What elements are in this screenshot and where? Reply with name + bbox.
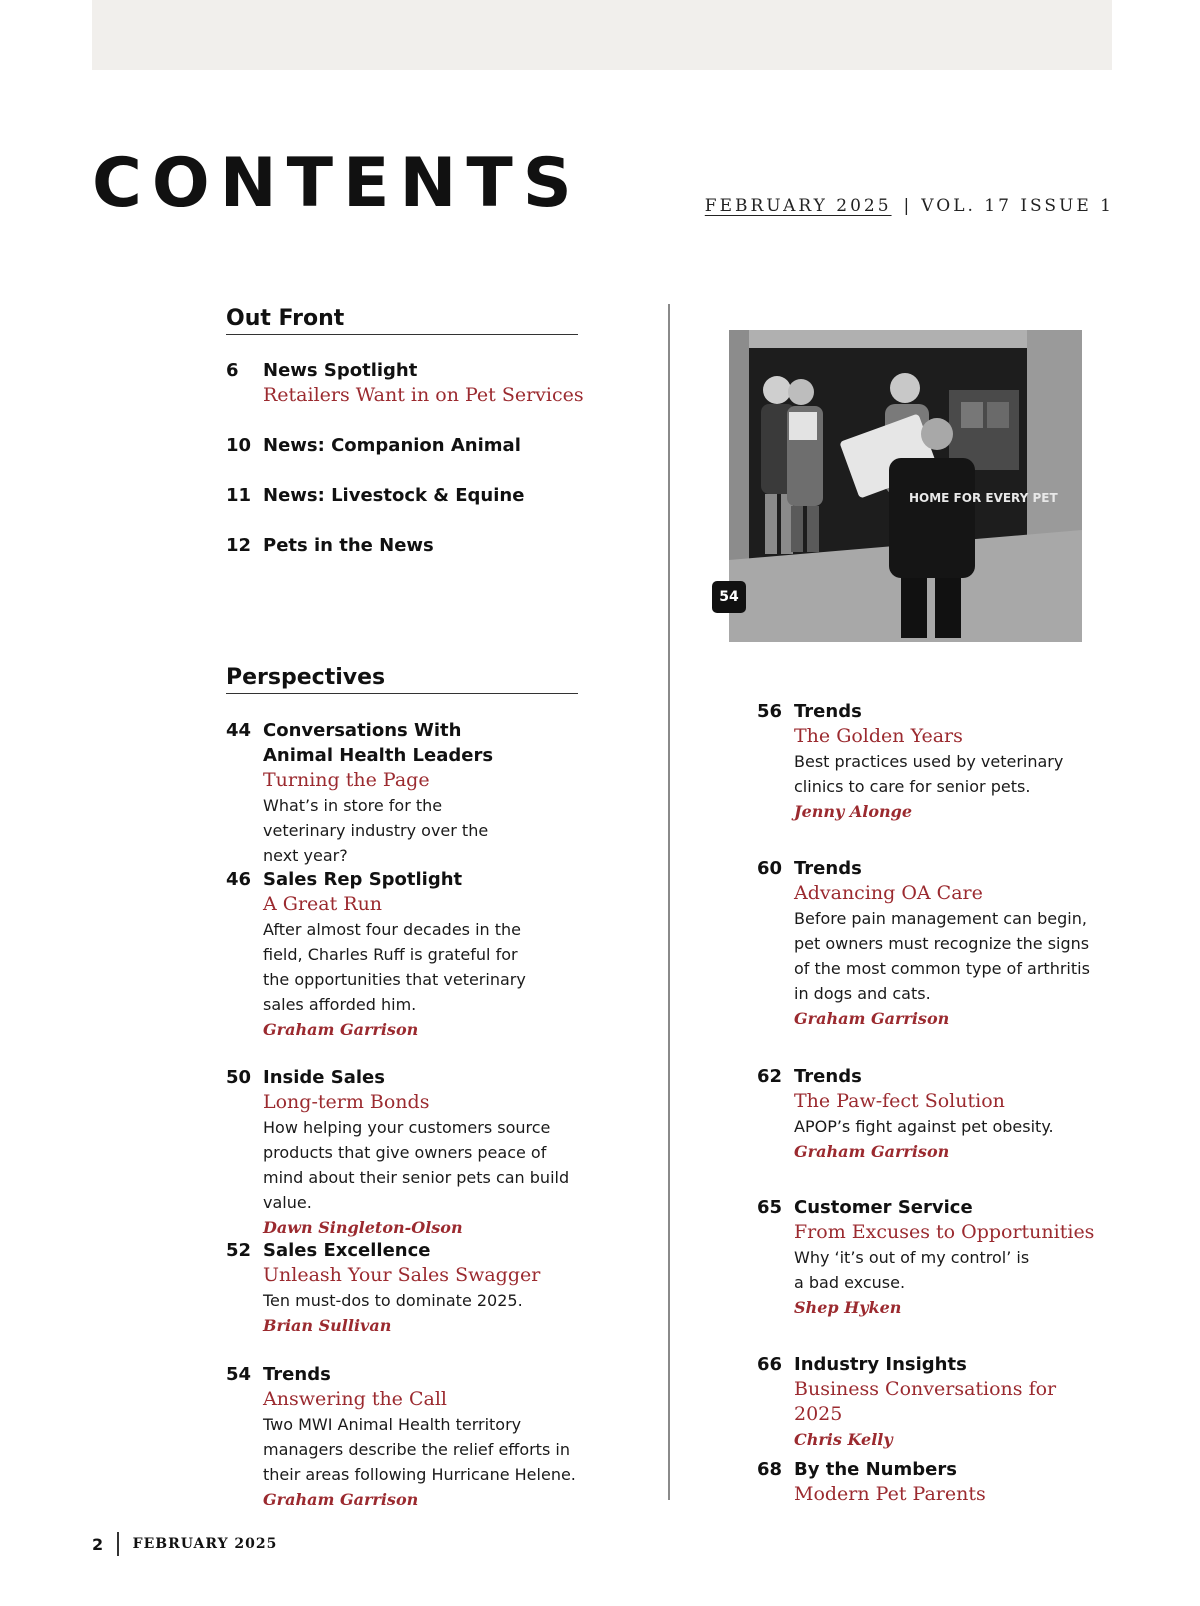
entry-description: Two MWI Animal Health territory managers describe the relief efforts in their areas following Hurricane Helene. [263,1415,576,1484]
entry-headline[interactable]: The Paw-fect Solution [794,1090,1005,1112]
toc-entry[interactable] [757,1352,1107,1452]
entry-author: Shep Hyken [794,1298,902,1317]
entry-description: Ten must-dos to dominate 2025. [263,1291,523,1310]
page-number: 56 [757,701,783,722]
entry-description: Before pain management can begin, pet owners must recognize the signs of the most common type of arthritis in dogs and cats. [794,909,1090,1003]
toc-entry[interactable] [757,1457,1107,1507]
shirt-text: HOME FOR EVERY PET [909,491,1058,505]
page-number: 66 [757,1354,783,1375]
toc-entry[interactable] [226,433,586,458]
entry-category: Customer Service [794,1197,973,1218]
toc-entry[interactable] [226,1362,586,1512]
issue-info [705,196,1114,216]
entry-headline[interactable]: Modern Pet Parents [794,1483,986,1505]
section-heading-perspectives: Perspectives [226,665,578,694]
entry-description: Best practices used by veterinary clinics to care for senior pets. [794,752,1064,796]
page-number: 52 [226,1240,252,1261]
entry-category: Sales Rep Spotlight [263,869,463,890]
toc-entry[interactable] [757,699,1107,824]
section-heading-out-front: Out Front [226,306,578,335]
entry-headline[interactable]: A Great Run [263,893,383,915]
footer-month: FEBRUARY 2025 [132,1536,278,1552]
page-number: 60 [757,858,783,879]
entry-headline[interactable]: Turning the Page [263,769,430,791]
photo-illustration [729,330,1082,642]
entry-category: Sales Excellence [263,1240,431,1261]
toc-entry[interactable] [757,1064,1107,1164]
entry-category: By the Numbers [794,1459,957,1480]
entry-description: After almost four decades in the field, Charles Ruff is grateful for the opportunities that veterinary sales afforded him. [263,920,526,1014]
issue-separator: | [903,196,910,216]
feature-photo[interactable] [729,330,1082,642]
entry-description: APOP’s fight against pet obesity. [794,1117,1054,1136]
entry-category: Trends [794,701,862,722]
entry-description: Why ‘it’s out of my control’ is a bad excuse. [794,1248,1030,1292]
entry-author: Dawn Singleton-Olson [263,1218,463,1237]
entry-author: Graham Garrison [794,1009,950,1028]
entry-category: Trends [263,1364,331,1385]
toc-entry[interactable] [226,1238,586,1338]
page-number: 54 [226,1364,252,1385]
entry-headline[interactable]: Long-term Bonds [263,1091,430,1113]
entry-category[interactable]: News: Livestock & Equine [263,485,525,506]
entry-author: Graham Garrison [263,1490,419,1509]
entry-headline[interactable]: Advancing OA Care [794,882,983,904]
entry-headline[interactable]: Answering the Call [263,1388,447,1410]
page-number: 68 [757,1459,783,1480]
entry-author: Brian Sullivan [263,1316,392,1335]
toc-entry[interactable] [226,533,586,558]
page-number: 44 [226,720,252,741]
toc-entry[interactable] [226,867,586,1042]
entry-description: How helping your customers source products that give owners peace of mind about their senior pets can build value. [263,1118,570,1212]
footer-divider [117,1532,119,1556]
issue-date: FEBRUARY 2025 [704,196,892,216]
column-divider [668,304,670,1500]
entry-category[interactable]: Pets in the News [263,535,434,556]
page-number: 6 [226,360,239,381]
entry-category: Trends [794,1066,862,1087]
entry-author: Jenny Alonge [794,802,913,821]
entry-author: Graham Garrison [794,1142,950,1161]
toc-entry[interactable] [226,483,586,508]
entry-author: Chris Kelly [794,1430,893,1449]
entry-category: Conversations With Animal Health Leaders [263,720,494,766]
issue-volume: VOL. 17 ISSUE 1 [921,196,1114,216]
entry-headline[interactable]: Unleash Your Sales Swagger [263,1264,541,1286]
toc-entry[interactable] [226,1065,586,1240]
page-number: 12 [226,535,252,556]
entry-description: What’s in store for the veterinary industry over the next year? [263,796,489,865]
toc-entry[interactable] [226,718,586,868]
footer-page-number: 2 [92,1534,104,1554]
entry-category: Industry Insights [794,1354,967,1375]
page-number: 46 [226,869,252,890]
page-footer [92,1532,277,1556]
entry-headline[interactable]: Retailers Want in on Pet Services [263,384,584,406]
page-number: 65 [757,1197,783,1218]
entry-category[interactable]: News: Companion Animal [263,435,521,456]
top-banner [92,0,1112,70]
entry-headline[interactable]: From Excuses to Opportunities [794,1221,1095,1243]
entry-headline[interactable]: The Golden Years [794,725,963,747]
page-title: CONTENTS [92,144,582,223]
entry-category: Inside Sales [263,1067,385,1088]
entry-category: Trends [794,858,862,879]
toc-entry[interactable] [757,856,1107,1031]
toc-entry[interactable] [757,1195,1107,1320]
entry-headline[interactable]: Business Conversations for 2025 [794,1378,1057,1425]
photo-page-badge[interactable]: 54 [712,581,746,613]
page-number: 11 [226,485,252,506]
entry-category: News Spotlight [263,360,418,381]
toc-entry[interactable] [226,358,586,408]
entry-author: Graham Garrison [263,1020,419,1039]
page-number: 50 [226,1067,252,1088]
page-number: 62 [757,1066,783,1087]
page-number: 10 [226,435,252,456]
